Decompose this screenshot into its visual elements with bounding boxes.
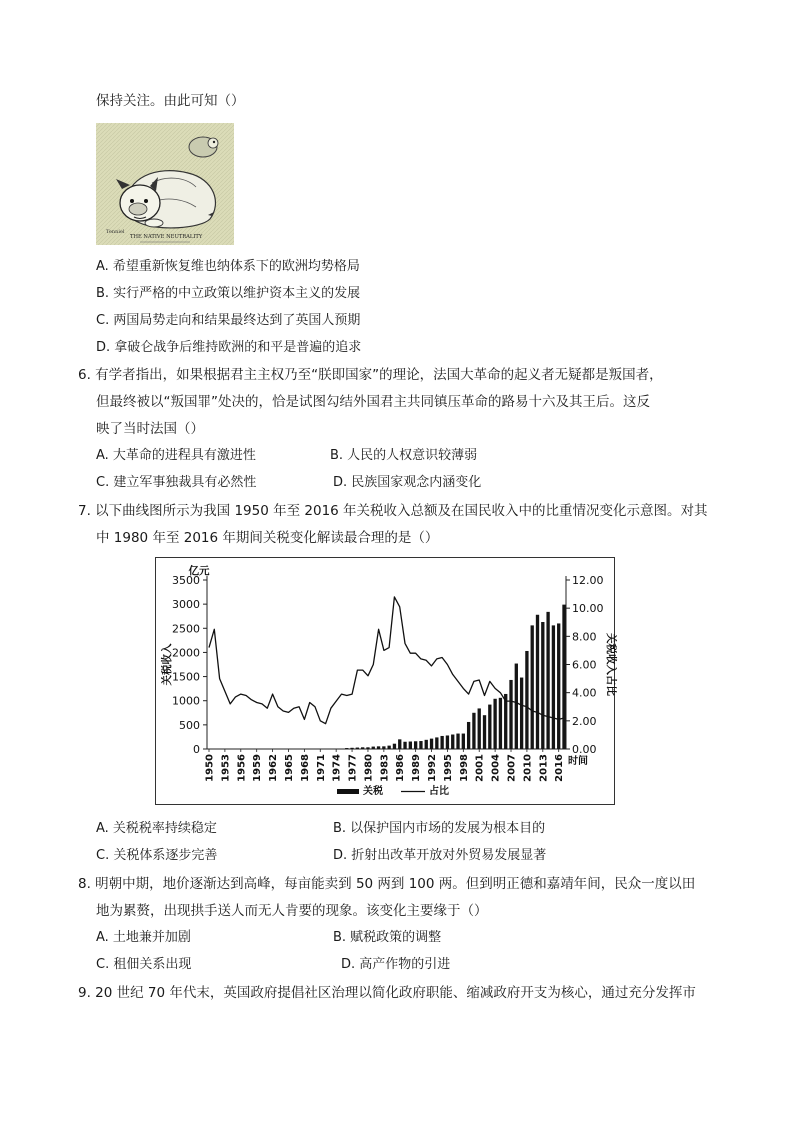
cartoon-caption: THE NATIVE NEUTRALITY [130,234,203,240]
left-tick-label: 3000 [172,598,200,612]
x-tick-label: 1977 [347,754,359,782]
q7-option-a[interactable]: A. 关税税率持续稳定 [96,821,217,836]
x-tick-label: 2010 [522,754,534,782]
tariff-bar [403,742,406,749]
q8-stem-line2: 地为累赘，出现拱手送人而无人肯要的现象。该变化主要缘于（） [96,903,488,919]
x-tick-label: 1956 [236,754,248,782]
tariff-bar [419,741,422,749]
right-tick-label: 6.00 [572,658,597,672]
tariff-bar [345,748,348,749]
right-tick-label: 4.00 [572,686,597,700]
left-tick-label: 1500 [172,670,200,684]
q6-option-b[interactable]: B. 人民的人权意识较薄弱 [330,448,478,463]
x-tick-label: 1962 [268,754,280,782]
q6-option-d[interactable]: D. 民族国家观念内涵变化 [333,475,482,490]
tariff-bar [531,625,534,749]
cartoon-illustration [96,123,234,245]
x-tick-label: 1980 [363,754,375,782]
tariff-bar [546,612,549,749]
q6-option-c[interactable]: C. 建立军事独裁具有必然性 [96,475,257,490]
legend-bar-swatch [337,789,359,794]
tariff-bar [536,615,539,749]
q5-option-c[interactable]: C. 两国局势走向和结果最终达到了英国人预期 [96,313,361,328]
tariff-bar [409,742,412,749]
q8-option-b[interactable]: B. 赋税政策的调整 [333,930,442,945]
tariff-bar [430,739,433,749]
tariff-bar [525,651,528,749]
q6-stem-line3: 映了当时法国（） [96,421,204,437]
x-tick-label: 1989 [411,754,423,782]
tariff-bar [456,734,459,749]
x-tick-label: 2013 [538,754,550,782]
legend-line-label: 占比 [429,786,449,797]
x-tick-label: 1995 [442,754,454,782]
tariff-bar [350,748,353,749]
q7-stem-line1: 7. 以下曲线图所示为我国 1950 年至 2016 年关税收入总额及在国民收入中的比重情况变化示意图。对其 [78,503,708,519]
tariff-bar [509,680,512,749]
tariff-bar [387,746,390,749]
q7-option-d[interactable]: D. 折射出改革开放对外贸易发展显著 [333,848,547,863]
tariff-bar [462,734,465,749]
left-unit-label: 亿元 [188,565,210,577]
tariff-bar [393,744,396,749]
tariff-bar [504,694,507,749]
right-tick-label: 12.00 [572,574,604,587]
tariff-bar [372,747,375,749]
x-tick-label: 2001 [474,754,486,782]
q8-option-d[interactable]: D. 高产作物的引进 [341,957,451,972]
x-tick-label: 1992 [427,754,439,782]
tariff-bar [557,623,560,749]
x-tick-label: 1986 [395,754,407,782]
tariff-bar [377,746,380,749]
q6-stem-line1: 6. 有学者指出，如果根据君主主权乃至“朕即国家”的理论，法国大革命的起义者无疑都是叛国者， [78,367,663,383]
q8-stem-line1: 8. 明朝中期，地价逐渐达到高峰，每亩能卖到 50 两到 100 两。但到明正德和嘉靖年间，民众一度以田 [78,876,696,892]
x-axis-title: 时间 [568,756,588,767]
tariff-bar [467,722,470,749]
tariff-bar [541,622,544,749]
x-tick-label: 1959 [252,754,264,782]
tariff-bar [435,737,438,749]
x-tick-label: 2004 [490,754,502,782]
left-tick-label: 2000 [172,646,200,660]
x-tick-label: 1971 [315,754,327,782]
right-tick-label: 2.00 [572,714,597,728]
x-tick-label: 1953 [220,754,232,782]
x-tick-label: 1965 [283,754,295,782]
y-axis-title: 关税收入 [161,643,173,686]
tariff-bar [440,736,443,749]
tariff-bar [446,735,449,749]
q5-option-d[interactable]: D. 拿破仑战争后维持欧洲的和平是普遍的追求 [96,340,362,355]
tariff-bar [488,705,491,749]
q9-stem-line1: 9. 20 世纪 70 年代末，英国政府提倡社区治理以简化政府职能、缩减政府开支为核心，通过充分发挥市 [78,985,696,1001]
x-tick-label: 2007 [506,754,518,782]
q6-stem-line2: 但最终被以“叛国罪”处决的，恰是试图勾结外国君主共同镇压革命的路易十六及其王后。这反 [96,394,650,410]
tariff-chart [155,557,615,805]
tariff-bar [366,747,369,749]
right-tick-label: 8.00 [572,630,597,644]
q8-option-a[interactable]: A. 土地兼并加剧 [96,930,191,945]
tariff-bar [483,715,486,749]
tariff-bar [520,678,523,749]
tariff-bar [472,713,475,749]
q7-option-b[interactable]: B. 以保护国内市场的发展为根本目的 [333,821,546,836]
right-tick-label: 10.00 [572,602,604,616]
tariff-bar [398,739,401,749]
q8-option-c[interactable]: C. 租佃关系出现 [96,957,192,972]
tariff-bar [499,698,502,749]
legend-bar-label: 关税 [363,786,383,797]
y2-axis-title: 关税收入占比 [605,633,617,696]
tariff-bar [493,699,496,749]
tariff-bar [361,747,364,749]
tariff-bar [478,708,481,749]
left-tick-label: 2500 [172,622,200,636]
q6-option-a[interactable]: A. 大革命的进程具有激进性 [96,448,256,463]
x-tick-label: 1950 [204,754,216,782]
x-tick-label: 1983 [379,754,391,782]
tariff-bar [414,741,417,749]
q5-option-b[interactable]: B. 实行严格的中立政策以维护资本主义的发展 [96,286,361,301]
q5-stem-tail: 保持关注。由此可知（） [96,93,245,109]
x-tick-label: 1974 [331,754,343,782]
x-tick-label: 2016 [554,754,566,782]
svg-text:Tenniel: Tenniel [106,229,125,235]
q7-option-c[interactable]: C. 关税体系逐步完善 [96,848,218,863]
tariff-bar [515,664,518,749]
tariff-bar [382,746,385,749]
tariff-bar [552,625,555,749]
tariff-bar [451,735,454,749]
tariff-bar [356,748,359,749]
tariff-bar [425,740,428,749]
q7-stem-line2: 中 1980 年至 2016 年期间关税变化解读最合理的是（） [96,530,439,546]
left-tick-label: 0 [193,743,200,756]
tariff-bar [562,605,565,749]
left-tick-label: 3500 [172,574,200,587]
left-tick-label: 500 [179,718,200,732]
right-tick-label: 0.00 [572,743,597,756]
left-tick-label: 1000 [172,694,200,708]
x-tick-label: 1998 [458,754,470,782]
q5-option-a[interactable]: A. 希望重新恢复维也纳体系下的欧洲均势格局 [96,259,360,274]
x-tick-label: 1968 [299,754,311,782]
